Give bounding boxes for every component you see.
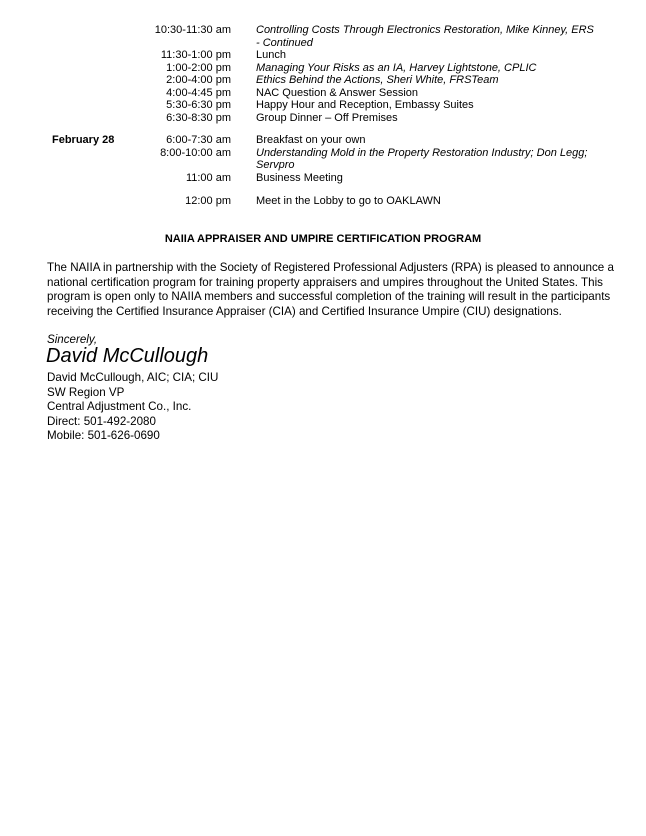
schedule-event: Lunch <box>256 49 286 61</box>
schedule-event: Breakfast on your own <box>256 134 366 146</box>
schedule-row <box>0 99 646 112</box>
schedule-event: Group Dinner – Off Premises <box>256 111 398 124</box>
contact-mobile-phone: Mobile: 501-626-0690 <box>47 429 160 442</box>
schedule-event: Ethics Behind the Actions, Sheri White, FRSTeam <box>256 74 499 86</box>
contact-company: Central Adjustment Co., Inc. <box>47 400 192 413</box>
schedule-row <box>0 87 646 100</box>
contact-title: SW Region VP <box>47 385 125 399</box>
signature: David McCullough <box>46 345 209 367</box>
schedule-row <box>0 62 646 75</box>
schedule-row <box>0 147 646 172</box>
schedule-time: 6:30-8:30 pm <box>166 111 231 124</box>
paragraph-text: The NAIIA in partnership with the Society of Registered Professional Adjusters (RPA) is pleased to announce a national certification program for training property appraisers and umpires throughout the United States. This program is open only to NAIIA members and successful completion of the training will result in the participants receiving the Certified Insurance Appraiser (CIA) and Certified Insurance Umpire (CIU) designations. <box>47 261 614 318</box>
schedule-date: February 28 <box>52 134 115 146</box>
closing-salutation: Sincerely, <box>47 333 98 346</box>
contact-name: David McCullough, AIC; CIA; CIU <box>47 371 219 384</box>
schedule-time: 5:30-6:30 pm <box>166 99 231 111</box>
schedule-time: 11:30-1:00 pm <box>160 49 231 61</box>
schedule-event: Managing Your Risks as an IA, Harvey Lightstone, CPLIC <box>256 61 537 74</box>
schedule-event: Happy Hour and Reception, Embassy Suites <box>256 99 474 111</box>
body-paragraph <box>47 261 622 319</box>
schedule-row <box>0 112 646 125</box>
contact-direct-phone: Direct: 501-492-2080 <box>47 414 156 428</box>
schedule-event: NAC Question & Answer Session <box>256 86 419 99</box>
schedule-row <box>0 134 646 147</box>
section-heading: NAIIA APPRAISER AND UMPIRE CERTIFICATION PROGRAM <box>164 233 482 245</box>
schedule-time: 4:00-4:45 pm <box>166 86 231 99</box>
schedule-event: Business Meeting <box>256 171 343 184</box>
schedule-time: 12:00 pm <box>185 195 231 207</box>
schedule-event: Meet in the Lobby to go to OAKLAWN <box>256 195 441 207</box>
schedule-row <box>0 172 646 185</box>
schedule-time: 11:00 am <box>185 171 231 184</box>
schedule-time: 8:00-10:00 am <box>160 146 231 159</box>
contact-block <box>47 371 218 444</box>
schedule-time: 2:00-4:00 pm <box>166 74 231 86</box>
schedule-time: 1:00-2:00 pm <box>166 61 231 74</box>
schedule-event: Controlling Costs Through Electronics Restoration, Mike Kinney, ERS - Continued <box>256 24 594 49</box>
schedule-time: 10:30-11:30 am <box>154 24 231 36</box>
schedule-row <box>0 24 646 49</box>
schedule-row <box>0 49 646 62</box>
schedule-event: Understanding Mold in the Property Restoration Industry; Don Legg; Servpro <box>256 146 588 171</box>
schedule-row <box>0 74 646 87</box>
schedule-time: 6:00-7:30 am <box>166 134 231 146</box>
schedule-table <box>0 24 646 208</box>
schedule-row <box>0 195 646 208</box>
